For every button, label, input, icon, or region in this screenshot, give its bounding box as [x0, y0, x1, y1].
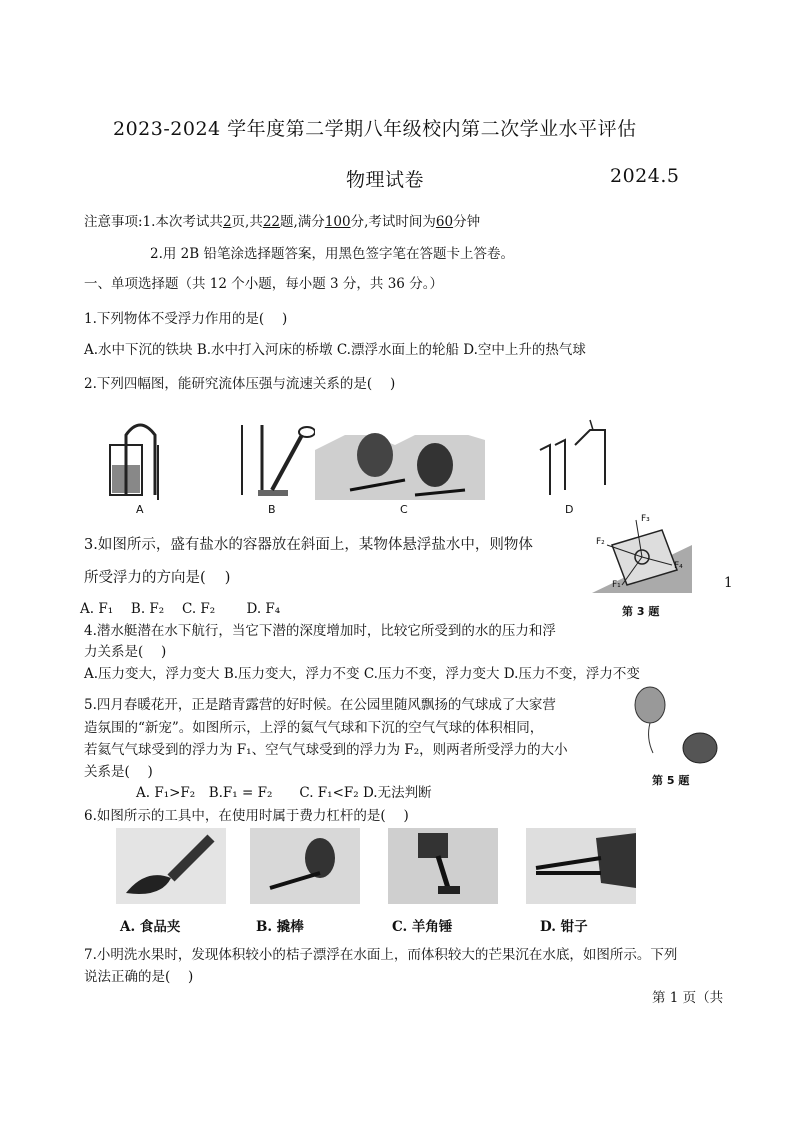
notes-questions: 22: [262, 214, 281, 230]
notes-t2: 题,满分: [280, 214, 325, 230]
notes-minutes: 60: [435, 214, 454, 230]
exam-subject: 物理试卷: [346, 169, 425, 191]
notes-t1: 页,共: [231, 214, 263, 230]
q2-label-d: D: [565, 503, 574, 516]
notes-line-1: [84, 210, 480, 230]
q6-label-a: A. 食品夹: [120, 919, 181, 935]
q5-line-3: 若氦气气球受到的浮力为 F₁、空气气球受到的浮力为 F₂，则两者所受浮力的大小: [84, 742, 568, 758]
q7-line-1: 7.小明洗水果时，发现体积较小的桔子漂浮在水面上，而体积较大的芒果沉在水底，如图所示。下列: [84, 947, 678, 963]
crowbar-icon: [250, 828, 360, 904]
q2-label-a: A: [136, 503, 144, 516]
q2-label-c: C: [400, 503, 408, 516]
q6-stem: 6.如图所示的工具中，在使用时属于费力杠杆的是( ): [84, 808, 409, 824]
q6-photo-b: [250, 828, 360, 904]
q3-caption: 第 3 题: [622, 605, 660, 618]
q6-photo-d: [526, 828, 636, 904]
q2-figure-b: [232, 420, 322, 500]
q2-figure-d: [535, 415, 615, 500]
q4-line-1: 4.潜水艇潜在水下航行，当它下潜的深度增加时，比较它所受到的水的压力和浮: [84, 623, 556, 639]
q5-line-2: 造氛围的“新宠”。如图所示，上浮的氦气气球和下沉的空气气球的体积相同，: [84, 720, 544, 736]
notes-score: 100: [324, 214, 351, 230]
exam-title: 2023-2024 学年度第二学期八年级校内第二次学业水平评估: [113, 118, 637, 140]
q6-photo-c: [388, 828, 498, 904]
q6-photo-a: [116, 828, 226, 904]
q4-line-2: 力关系是( ): [84, 644, 167, 660]
notes-line-2: 2.用 2B 铅笔涂选择题答案，用黑色签字笔在答题卡上答卷。: [150, 246, 514, 262]
section-heading: 一、单项选择题（共 12 个小题，每小题 3 分，共 36 分。）: [84, 276, 443, 292]
q3-force-f2: F₂: [596, 537, 605, 547]
q5-options: A. F₁>F₂ B.F₁ = F₂ C. F₁<F₂ D.无法判断: [136, 785, 432, 801]
q2-figure-c: [315, 420, 485, 500]
notes-pages: 2: [222, 214, 232, 230]
q2-stem: 2.下列四幅图，能研究流体压强与流速关系的是( ): [84, 376, 396, 392]
q2-label-b: B: [268, 503, 276, 516]
q5-balloon-figure: [628, 683, 723, 773]
q3-force-f4: F₄: [674, 561, 683, 571]
q5-caption: 第 5 题: [652, 774, 690, 787]
page-footer: 第 1 页（共: [652, 990, 724, 1006]
q3-force-f1: F₁: [612, 580, 621, 590]
q6-label-c: C. 羊角锤: [392, 919, 453, 935]
food-tongs-icon: [116, 828, 226, 904]
q5-line-1: 5.四月春暖花开，正是踏青露营的好时候。在公园里随风飘扬的气球成了大家营: [84, 697, 556, 713]
notes-prefix: 注意事项:1.本次考试共: [84, 214, 223, 230]
notes-t3: 分,考试时间为: [350, 214, 436, 230]
q5-line-4: 关系是( ): [84, 764, 153, 780]
q3-force-f3: F₃: [641, 514, 650, 524]
q1-stem: 1.下列物体不受浮力作用的是( ): [84, 311, 288, 327]
q3-line-2: 所受浮力的方向是( ): [84, 570, 231, 586]
q6-label-b: B. 撬棒: [256, 919, 304, 935]
q1-options: A.水中下沉的铁块 B.水中打入河床的桥墩 C.漂浮水面上的轮船 D.空中上升的热气球: [84, 342, 586, 358]
q4-options: A.压力变大，浮力变大 B.压力变大，浮力不变 C.压力不变，浮力变大 D.压力不变，浮力不变: [84, 666, 640, 682]
q6-label-d: D. 钳子: [540, 919, 588, 935]
q3-options: A. F₁ B. F₂ C. F₂ D. F₄: [80, 601, 281, 617]
q7-line-2: 说法正确的是( ): [84, 969, 194, 985]
notes-t4: 分钟: [453, 214, 481, 230]
pliers-icon: [526, 828, 636, 904]
exam-date: 2024.5: [610, 165, 680, 187]
q2-figure-a: [100, 415, 180, 505]
margin-mark: 1: [724, 575, 733, 591]
claw-hammer-icon: [388, 828, 498, 904]
q3-figure: [592, 515, 692, 595]
q3-line-1: 3.如图所示，盛有盐水的容器放在斜面上，某物体悬浮盐水中，则物体: [84, 537, 533, 553]
